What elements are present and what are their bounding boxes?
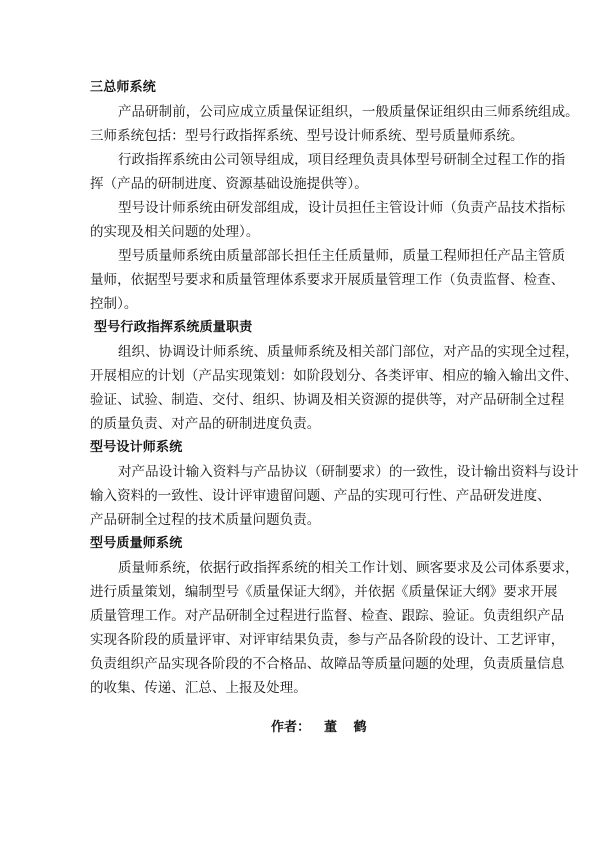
paragraph-line: 量师，依据型号要求和质量管理体系要求开展质量管理工作（负责监督、检查、 xyxy=(90,272,565,288)
paragraph-line: 验证、试验、制造、交付、组织、协调及相关资源的提供等，对产品研制全过程 xyxy=(90,392,565,408)
paragraph-line: 控制）。 xyxy=(90,296,138,312)
author-label: 作者： xyxy=(271,720,311,735)
paragraph-line: 质量管理工作。对产品研制全过程进行监督、检查、跟踪、验证。负责组织产品 xyxy=(90,608,565,624)
paragraph-line: 负责组织产品实现各阶段的不合格品、故障品等质量问题的处理，负责质量信息 xyxy=(90,656,565,672)
paragraph-line: 进行质量策划，编制型号《质量保证大纲》，并依据《质量保证大纲》要求开展 xyxy=(90,584,558,600)
paragraph-line: 型号设计师系统由研发部组成，设计员担任主管设计师（负责产品技术指标 xyxy=(118,200,566,216)
section-heading-admin-command-duties: 型号行政指挥系统质量职责 xyxy=(94,320,253,335)
paragraph-line: 输入资料的一致性、设计评审遗留问题、产品的实现可行性、产品研发进度、 xyxy=(90,488,551,504)
paragraph-line: 产品研制全过程的技术质量问题负责。 xyxy=(90,512,321,528)
paragraph-line: 型号质量师系统由质量部部长担任主任质量师，质量工程师担任产品主管质 xyxy=(118,248,566,264)
section-heading-three-chief-system: 三总师系统 xyxy=(90,80,157,95)
paragraph-line: 组织、协调设计师系统、质量师系统及相关部门部位，对产品的实现全过程， xyxy=(118,344,579,360)
paragraph-line: 的实现及相关问题的处理）。 xyxy=(90,224,260,240)
section-heading-designer-system: 型号设计师系统 xyxy=(90,440,183,455)
paragraph-line: 产品研制前，公司应成立质量保证组织，一般质量保证组织由三师系统组成。 xyxy=(118,104,579,120)
author-name: 董 鹤 xyxy=(324,720,373,735)
paragraph-line: 开展相应的计划（产品实现策划：如阶段划分、各类评审、相应的输入输出文件、 xyxy=(90,368,578,384)
paragraph-line: 对产品设计输入资料与产品协议（研制要求）的一致性，设计输出资料与设计 xyxy=(118,464,579,480)
paragraph-line: 行政指挥系统由公司领导组成，项目经理负责具体型号研制全过程工作的指 xyxy=(118,152,566,168)
paragraph-line: 实现各阶段的质量评审、对评审结果负责，参与产品各阶段的设计、工艺评审， xyxy=(90,632,565,648)
paragraph-line: 挥（产品的研制进度、资源基础设施提供等）。 xyxy=(90,176,368,192)
paragraph-line: 的质量负责、对产品的研制进度负责。 xyxy=(90,416,321,432)
paragraph-line: 三师系统包括：型号行政指挥系统、型号设计师系统、型号质量师系统。 xyxy=(90,128,524,144)
paragraph-line: 的收集、传递、汇总、上报及处理。 xyxy=(90,680,307,696)
section-heading-quality-system: 型号质量师系统 xyxy=(90,536,183,551)
paragraph-line: 质量师系统，依据行政指挥系统的相关工作计划、顾客要求及公司体系要求， xyxy=(118,560,579,576)
